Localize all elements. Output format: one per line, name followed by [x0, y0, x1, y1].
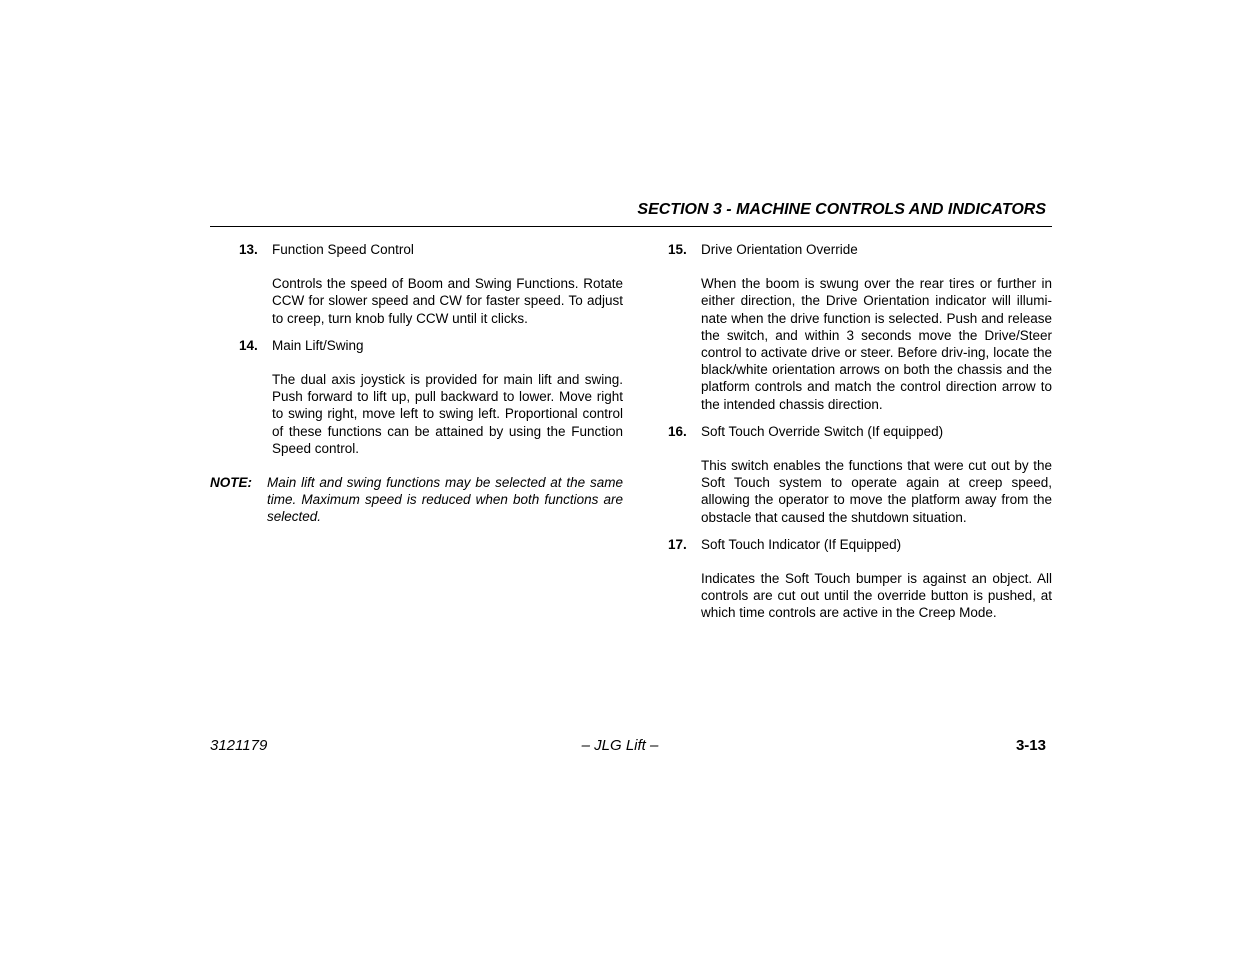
- right-column: [668, 241, 1052, 632]
- list-item: [668, 423, 1052, 526]
- footer-doc-number: 3121179: [210, 737, 268, 754]
- footer-publisher: – JLG Lift –: [581, 737, 659, 754]
- page-number: 3-13: [1015, 737, 1046, 754]
- item-title: Soft Touch Override Switch (If equipped): [701, 423, 944, 439]
- item-title: Main Lift/Swing: [272, 337, 364, 353]
- note-label: NOTE:: [210, 475, 252, 491]
- list-item: [210, 241, 623, 327]
- item-text: Controls the speed of Boom and Swing Functions. Rotate CCW for slower speed and CW for faster speed. To adjust to creep, turn knob fully CCW until it clicks.: [272, 276, 623, 326]
- item-number: 13.: [239, 242, 258, 257]
- item-text: Indicates the Soft Touch bumper is against an object. All controls are cut out until the override button is pushed, at which time controls are active in the Creep Mode.: [701, 571, 1052, 621]
- item-title: Function Speed Control: [272, 242, 414, 257]
- left-column: [210, 241, 623, 526]
- list-item: [668, 241, 1052, 413]
- list-item: [668, 536, 1052, 622]
- item-text: The dual axis joystick is provided for main lift and swing. Push forward to lift up, pull backward to lower. Move right to swing right, move left to swing left. Proportional control of these functions can be attained by using the Function Speed control.: [272, 372, 623, 456]
- item-number: 16.: [668, 423, 687, 439]
- item-text: When the boom is swung over the rear tires or further in either direction, the Drive Orientation indicator will illumi-nate when the drive function is selected. Push and release the switch, and within 3 seconds move the Drive/Steer control to activate drive or steer. Before driv-ing, locate the black/white orientation arrows on both the chassis and the platform controls and match the control direction arrow to the intended chassis direction.: [701, 276, 1052, 412]
- note-text: Main lift and swing functions may be selected at the same time. Maximum speed is reduced when both functions are selected.: [267, 475, 623, 525]
- item-title: Soft Touch Indicator (If Equipped): [701, 536, 902, 552]
- item-title: Drive Orientation Override: [701, 242, 858, 257]
- list-item: [210, 337, 623, 457]
- item-text: This switch enables the functions that were cut out by the Soft Touch system to operate again at creep speed, allowing the operator to move the platform away from the obstacle that caused the shutdown situation.: [701, 458, 1052, 525]
- note: [210, 474, 623, 526]
- section-title: SECTION 3 - MACHINE CONTROLS AND INDICATORS: [637, 201, 1046, 218]
- item-number: 17.: [668, 536, 687, 552]
- header-rule: [210, 226, 1052, 227]
- item-number: 14.: [239, 337, 258, 353]
- item-number: 15.: [668, 242, 687, 257]
